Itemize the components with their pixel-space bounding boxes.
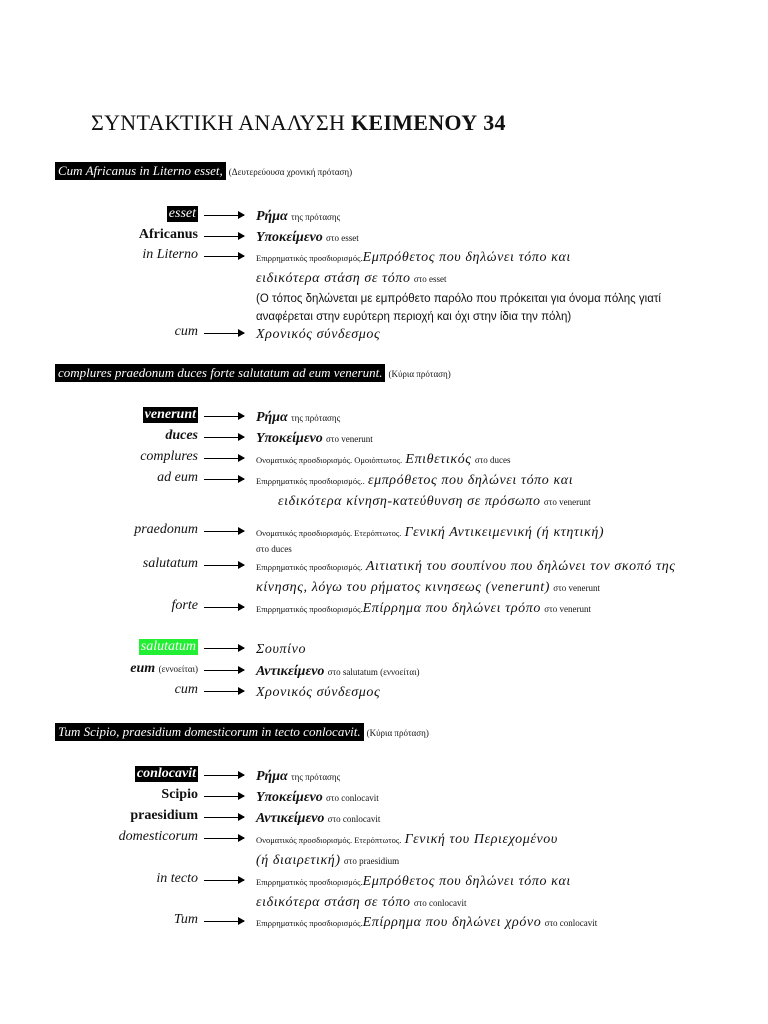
analysis-value <box>256 871 756 913</box>
reference: στο conlocavit <box>413 898 467 908</box>
arrow-icon <box>204 607 244 608</box>
word-label: in Literno <box>142 247 198 262</box>
clause-type: (Δευτερεύουσα χρονική πρόταση) <box>228 167 353 177</box>
reference: στο conlocavit <box>326 793 379 803</box>
arrow-icon <box>204 236 244 237</box>
reference: της πρότασης <box>291 772 341 782</box>
analysis-row <box>0 787 768 805</box>
descriptor: Ονοματικός προσδιορισμός. Ετερόπτωτος. <box>256 528 402 538</box>
analysis-row <box>0 912 768 930</box>
latin-sentence: Tum Scipio, praesidium domesticorum in tecto conlocavit. <box>55 723 364 741</box>
descriptor: Ονοματικός προσδιορισμός. Ετερόπτωτος. <box>256 835 402 845</box>
term: Υποκείμενο <box>256 790 323 805</box>
term: Χρονικός σύνδεσμος <box>256 685 381 700</box>
analysis-row <box>0 522 768 554</box>
analysis-value <box>256 808 756 829</box>
analysis-row <box>0 407 768 425</box>
analysis-value <box>256 227 756 248</box>
arrow-icon <box>204 215 244 216</box>
reference: στο conlocavit <box>544 918 598 928</box>
word-label: Tum <box>173 912 198 927</box>
analysis-value <box>256 556 756 598</box>
reference: στο duces <box>256 544 292 554</box>
analysis-value <box>256 598 756 619</box>
arrow-icon <box>204 691 244 692</box>
reference: στο esset <box>413 274 447 284</box>
descriptor: Επιρρηματικός προσδιορισμός. <box>256 562 363 572</box>
analysis-value <box>256 449 756 470</box>
word-label: complures <box>140 449 198 464</box>
word-label: praesidium <box>130 808 198 823</box>
arrow-icon <box>204 256 244 257</box>
arrow-icon <box>204 817 244 818</box>
term-continuation: ειδικότερα κίνηση-κατεύθυνση σε πρόσωπο <box>278 494 541 509</box>
reference: στο duces <box>474 455 511 465</box>
analysis-row <box>0 808 768 826</box>
analysis-value <box>256 206 756 227</box>
analysis-value <box>256 247 756 325</box>
analysis-row <box>0 766 768 784</box>
word-label: domesticorum <box>118 829 198 844</box>
analysis-value <box>256 661 756 682</box>
word-label: Scipio <box>161 787 198 802</box>
latin-sentence: complures praedonum duces forte salutatum ad eum venerunt. <box>55 364 385 382</box>
arrow-icon <box>204 458 244 459</box>
analysis-value <box>256 407 756 428</box>
word-label: cum <box>174 324 198 339</box>
analysis-value <box>256 682 756 703</box>
arrow-icon <box>204 880 244 881</box>
term: Επιθετικός <box>405 452 472 467</box>
word-label: esset <box>168 206 196 221</box>
arrow-icon <box>204 775 244 776</box>
arrow-icon <box>204 479 244 480</box>
term: Επίρρημα που δηλώνει τρόπο <box>362 601 541 616</box>
title-text: ΣΥΝΤΑΚΤΙΚΗ ΑΝΑΛΥΣΗ <box>91 110 351 135</box>
analysis-row <box>0 449 768 467</box>
descriptor: Επιρρηματικός προσδιορισμός. <box>256 877 363 887</box>
analysis-value <box>256 639 756 660</box>
reference: στο praesidium <box>343 856 400 866</box>
analysis-value <box>256 766 756 787</box>
term: Επίρρημα που δηλώνει χρόνο <box>362 915 542 930</box>
descriptor: Επιρρηματικός προσδιορισμός. <box>256 918 363 928</box>
analysis-value <box>256 470 756 512</box>
arrow-icon <box>204 437 244 438</box>
analysis-row <box>0 639 768 657</box>
analysis-row <box>0 227 768 245</box>
analysis-row <box>0 470 768 509</box>
title-bold-text: ΚΕΙΜΕΝΟΥ 34 <box>350 110 506 135</box>
analysis-row <box>0 324 768 342</box>
analysis-value <box>256 522 756 555</box>
word-label <box>130 661 198 677</box>
term-continuation: (ή διαιρετική) <box>256 853 341 868</box>
word-note: (εννοείται) <box>158 664 198 674</box>
analysis-value <box>256 787 756 808</box>
latin-sentence: Cum Africanus in Literno esset, <box>55 162 226 180</box>
analysis-row <box>0 247 768 323</box>
term: Ρήμα <box>256 410 288 425</box>
reference: στο conlocavit <box>327 814 381 824</box>
term: Υποκείμενο <box>256 230 323 245</box>
analysis-row <box>0 556 768 595</box>
sentence-header-3 <box>55 724 429 740</box>
note-line: αναφέρεται στην ευρύτερη περιοχή και όχι στην ίδια την πόλη) <box>256 311 572 323</box>
term: Χρονικός σύνδεσμος <box>256 327 381 342</box>
term: Αιτιατική του σουπίνου που δηλώνει τον σκοπό της <box>365 559 676 574</box>
word-label: salutatum <box>140 639 196 654</box>
note-line: (Ο τόπος δηλώνεται με εμπρόθετο παρόλο που πρόκειται για όνομα πόλης γιατί <box>256 293 661 305</box>
term: Εμπρόθετος που δηλώνει τόπο και <box>362 874 571 889</box>
arrow-icon <box>204 531 244 532</box>
analysis-value <box>256 428 756 449</box>
clause-type: (Κύρια πρόταση) <box>366 728 429 738</box>
reference: στο salutatum (εννοείται) <box>327 667 420 677</box>
analysis-value <box>256 912 756 933</box>
arrow-icon <box>204 796 244 797</box>
reference: στο esset <box>326 233 359 243</box>
term: Γενική του Περιεχομένου <box>404 832 558 847</box>
term-continuation: ειδικότερα στάση σε τόπο <box>256 271 411 286</box>
word-label: venerunt <box>144 407 196 422</box>
term: Αντικείμενο <box>256 811 325 826</box>
analysis-row <box>0 682 768 700</box>
term-continuation: ειδικότερα στάση σε τόπο <box>256 895 411 910</box>
term: Υποκείμενο <box>256 431 323 446</box>
reference: στο venerunt <box>553 583 600 593</box>
word-label: Africanus <box>138 227 198 242</box>
term-continuation: κίνησης, λόγω του ρήματος κινησεως (venerunt) <box>256 580 550 595</box>
word-label: cum <box>174 682 198 697</box>
arrow-icon <box>204 670 244 671</box>
analysis-row <box>0 598 768 616</box>
analysis-row <box>0 661 768 679</box>
term: Αντικείμενο <box>256 664 325 679</box>
page-title <box>91 110 506 136</box>
arrow-icon <box>204 838 244 839</box>
word-label: conlocavit <box>136 766 196 781</box>
arrow-icon <box>204 416 244 417</box>
arrow-icon <box>204 648 244 649</box>
term: Ρήμα <box>256 209 288 224</box>
reference: της πρότασης <box>291 413 341 423</box>
term: εμπρόθετος που δηλώνει τόπο και <box>367 473 574 488</box>
word-text: eum <box>130 661 156 676</box>
word-label: in tecto <box>156 871 198 886</box>
analysis-row <box>0 206 768 224</box>
term: Σουπίνο <box>256 642 307 657</box>
term: Ρήμα <box>256 769 288 784</box>
descriptor: Επιρρηματικός προσδιορισμός.. <box>256 476 365 486</box>
analysis-value <box>256 324 756 345</box>
clause-type: (Κύρια πρόταση) <box>388 369 451 379</box>
reference: στο venerunt <box>543 497 591 507</box>
descriptor: Επιρρηματικός προσδιορισμός. <box>256 604 363 614</box>
reference: της πρότασης <box>291 212 341 222</box>
word-label: ad eum <box>157 470 198 485</box>
word-label: duces <box>165 428 198 443</box>
arrow-icon <box>204 565 244 566</box>
sentence-header-2 <box>55 365 451 381</box>
word-label: forte <box>171 598 198 613</box>
term: Γενική Αντικειμενική (ή κτητική) <box>404 525 605 540</box>
sentence-header-1 <box>55 163 352 179</box>
word-label: salutatum <box>142 556 198 571</box>
arrow-icon <box>204 921 244 922</box>
analysis-value <box>256 829 756 871</box>
word-label: praedonum <box>134 522 198 537</box>
arrow-icon <box>204 333 244 334</box>
reference: στο venerunt <box>544 604 591 614</box>
analysis-row <box>0 829 768 868</box>
descriptor: Επιρρηματικός προσδιορισμός. <box>256 253 363 263</box>
analysis-row <box>0 428 768 446</box>
descriptor: Ονοματικός προσδιορισμός. Ομοιόπτωτος. <box>256 455 403 465</box>
reference: στο venerunt <box>326 434 373 444</box>
term: Εμπρόθετος που δηλώνει τόπο και <box>362 250 571 265</box>
analysis-row <box>0 871 768 910</box>
